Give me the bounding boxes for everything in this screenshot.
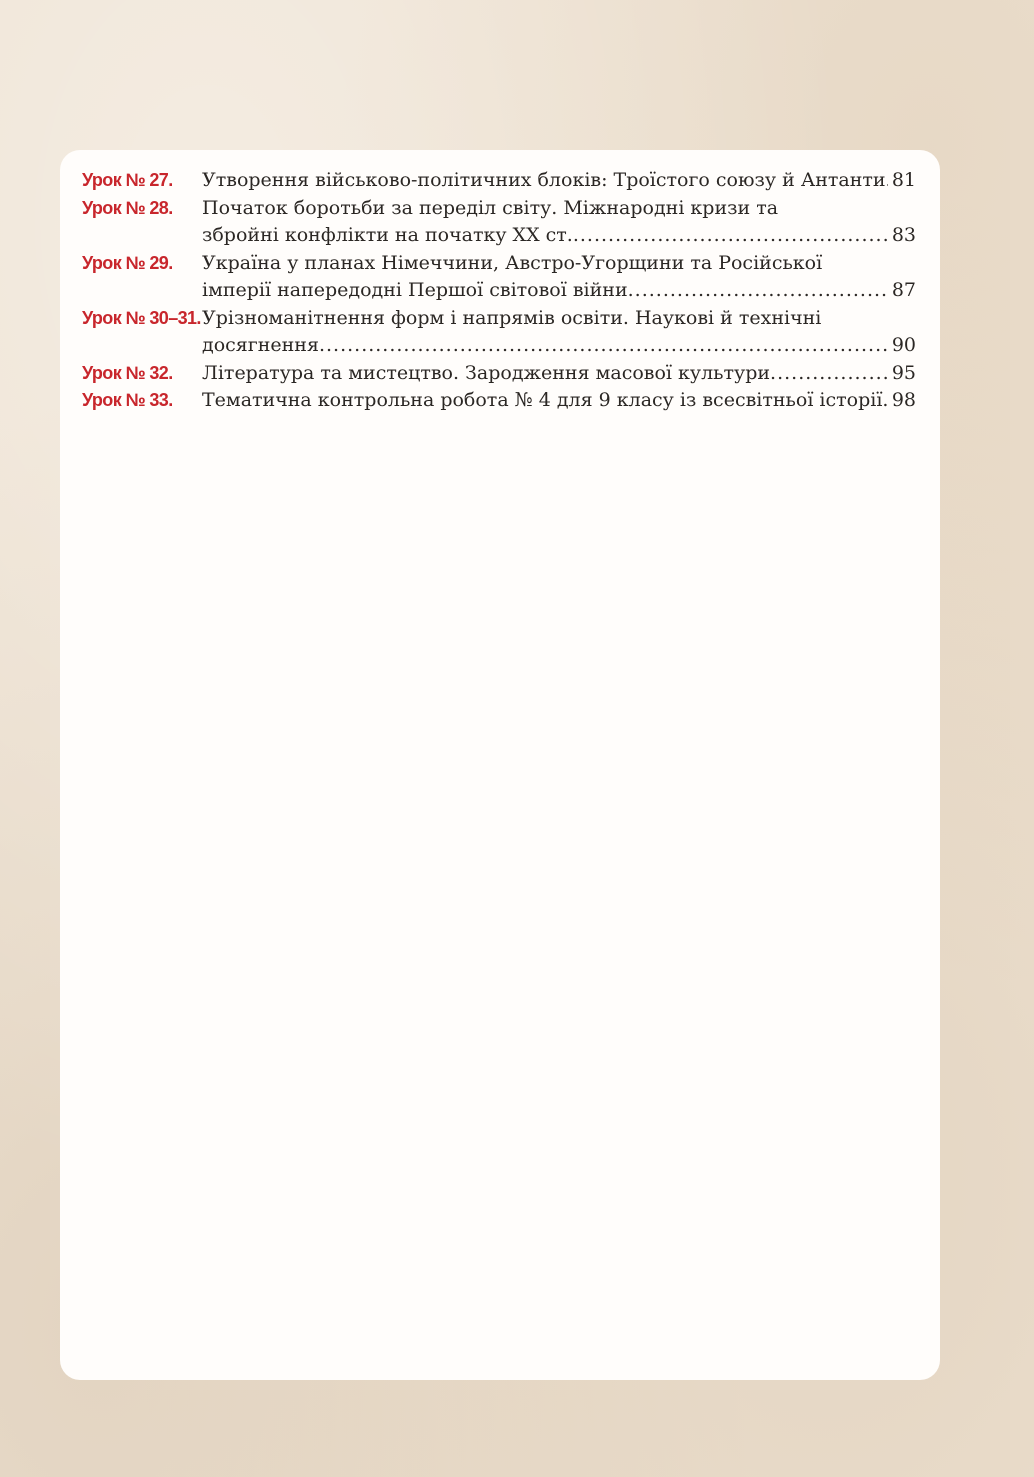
lesson-title: Початок боротьби за переділ світу. Міжнародні кризи та (202, 196, 779, 219)
page-number: 83 (891, 224, 916, 246)
lesson-title: Тематична контрольна робота № 4 для 9 класу із всесвітньої історії (202, 389, 883, 411)
lesson-number: Урок № 29. (82, 252, 173, 273)
toc-line (202, 305, 916, 333)
toc-line (202, 195, 916, 223)
dot-leader (770, 360, 888, 388)
toc-line (202, 360, 916, 388)
toc-entry-29[interactable] (82, 250, 916, 305)
toc-entry-32[interactable] (82, 360, 916, 388)
toc-entry-27[interactable] (82, 167, 916, 195)
dot-leader (573, 222, 888, 250)
toc-line (202, 387, 916, 415)
lesson-number: Урок № 28. (82, 197, 173, 218)
lesson-number: Урок № 32. (82, 362, 173, 383)
lesson-number: Урок № 33. (82, 390, 173, 410)
lesson-title-continued: імперії напередодні Першої світової війни (202, 279, 628, 301)
toc-line (202, 222, 916, 250)
lesson-number: Урок № 30–31. (82, 307, 201, 328)
toc-entry-30-31[interactable] (82, 305, 916, 360)
page-number: 81 (891, 169, 916, 191)
toc-line (202, 167, 916, 195)
page-number: 95 (891, 361, 916, 384)
dot-leader (319, 332, 888, 360)
page-number: 90 (891, 334, 916, 356)
lesson-title-continued: досягнення (202, 334, 319, 356)
toc-line (202, 250, 916, 278)
table-of-contents (82, 167, 916, 415)
lesson-title: Утворення військово-політичних блоків: Троїстого союзу й Антанти (202, 169, 886, 191)
toc-line (202, 332, 916, 360)
toc-line (202, 277, 916, 305)
lesson-number: Урок № 27. (82, 170, 173, 190)
toc-entry-33[interactable] (82, 387, 916, 415)
dot-leader (628, 277, 888, 305)
lesson-title-continued: збройні конфлікти на початку ХХ ст. (202, 224, 573, 246)
page-number: 98 (891, 389, 916, 411)
page-number: 87 (891, 279, 916, 301)
lesson-title: Урізноманітнення форм і напрямів освіти. Наукові й технічні (202, 306, 822, 329)
toc-entry-28[interactable] (82, 195, 916, 250)
lesson-title: Україна у планах Німеччини, Австро-Угорщини та Російської (202, 251, 823, 274)
lesson-title: Література та мистецтво. Зародження масової культури (202, 361, 771, 384)
